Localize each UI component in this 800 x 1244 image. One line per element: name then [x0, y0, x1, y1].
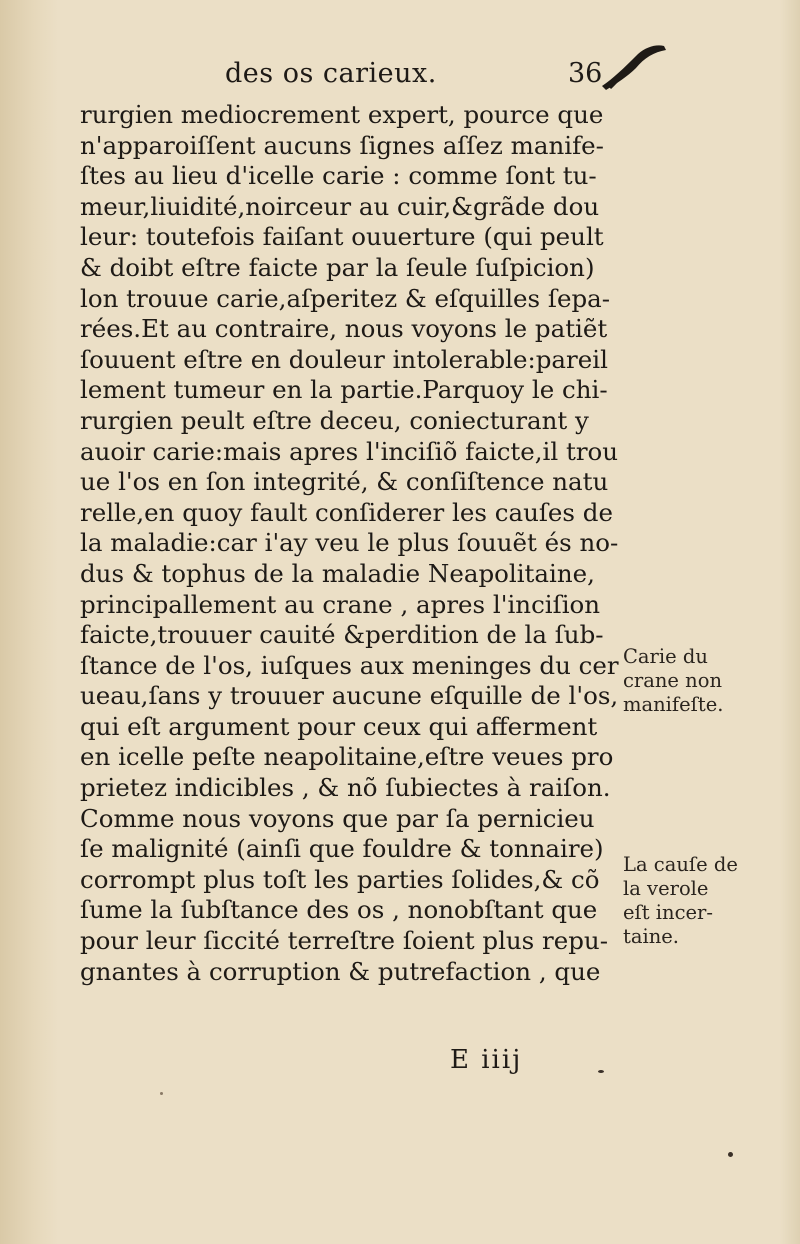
- ink-speck: [160, 1092, 163, 1095]
- text-line: dus & tophus de la maladie Neapolitaine,: [80, 558, 595, 588]
- page-edge-shadow: [780, 0, 800, 1244]
- text-line: rurgien peult eſtre deceu, coniecturant y: [80, 405, 589, 435]
- margin-note-line: manifeſte.: [623, 693, 724, 716]
- text-line: pour leur ſiccité terreſtre ſoient plus repu-: [80, 926, 608, 956]
- text-line: ſtes au lieu d'icelle carie : comme ſont tu-: [80, 161, 597, 191]
- margin-note-line: La cauſe de: [623, 853, 738, 876]
- margin-note-line: la verole: [623, 877, 709, 900]
- text-line: en icelle peſte neapolitaine,eſtre veues pro: [80, 742, 614, 772]
- text-line: & doibt eſtre faicte par la ſeule ſuſpicion): [80, 252, 595, 282]
- text-line: lon trouue carie,aſperitez & eſquilles ſepa-: [80, 283, 611, 313]
- running-head: des os carieux.: [225, 58, 437, 89]
- margin-note-line: Carie du: [623, 645, 708, 668]
- page-header: [0, 58, 800, 98]
- text-line: faicte,trouuer cauité &perdition de la ſub-: [80, 620, 604, 650]
- text-line: la maladie:car i'ay veu le plus ſouuẽt és no-: [80, 528, 619, 558]
- margin-note-line: eſt incer-: [623, 901, 713, 924]
- text-line: ſume la ſubſtance des os , nonobſtant que: [80, 895, 598, 925]
- page-gutter-shadow: [0, 0, 58, 1244]
- text-line: ſtance de l'os, iuſques aux meninges du cer: [80, 650, 619, 680]
- text-line: corrompt plus toſt les parties ſolides,& cõ: [80, 864, 600, 894]
- signature-mark: E iiij: [450, 1045, 523, 1075]
- margin-note-line: taine.: [623, 925, 679, 948]
- text-line: auoir carie:mais apres l'inciſiõ faicte,il trou: [80, 436, 619, 466]
- folio-number: 36: [568, 58, 603, 89]
- text-line: leur: toutefois faiſant ouuerture (qui peult: [80, 222, 604, 252]
- text-line: ueau,ſans y trouuer aucune eſquille de l'os,: [80, 681, 619, 711]
- folio-pen-stroke-mark: [592, 42, 672, 92]
- margin-note-carie-du-crane: [623, 645, 783, 717]
- margin-note-cause-verole: [623, 853, 783, 949]
- text-line: prietez indicibles , & nõ ſubiectes à raiſon.: [80, 773, 611, 803]
- text-line: rurgien mediocrement expert, pource que: [80, 100, 604, 129]
- text-line: qui eſt argument pour ceux qui afferment: [80, 711, 598, 741]
- text-line: Comme nous voyons que par ſa pernicieu: [80, 803, 595, 833]
- text-line: relle,en quoy fault conſiderer les cauſes de: [80, 497, 613, 527]
- text-line: ſouuent eſtre en douleur intolerable:pareil: [80, 344, 608, 374]
- ink-speck: [728, 1152, 733, 1157]
- text-line: lement tumeur en la partie.Parquoy le chi-: [80, 375, 608, 405]
- text-line: gnantes à corruption & putrefaction , que: [80, 956, 601, 986]
- text-line: meur,liuidité,noirceur au cuir,&grãde dou: [80, 191, 600, 221]
- text-line: n'apparoiſſent aucuns ſignes aſſez manife-: [80, 130, 604, 160]
- text-line: ſe malignité (ainſi que fouldre & tonnaire): [80, 834, 604, 864]
- text-line: rées.Et au contraire, nous voyons le patiẽt: [80, 314, 608, 344]
- text-line: principallement au crane , apres l'inciſion: [80, 589, 601, 619]
- main-text-block: [80, 100, 620, 987]
- text-line: ue l'os en ſon integrité, & conſiſtence natu: [80, 467, 609, 497]
- margin-note-line: crane non: [623, 669, 723, 692]
- ink-speck: [598, 1070, 604, 1073]
